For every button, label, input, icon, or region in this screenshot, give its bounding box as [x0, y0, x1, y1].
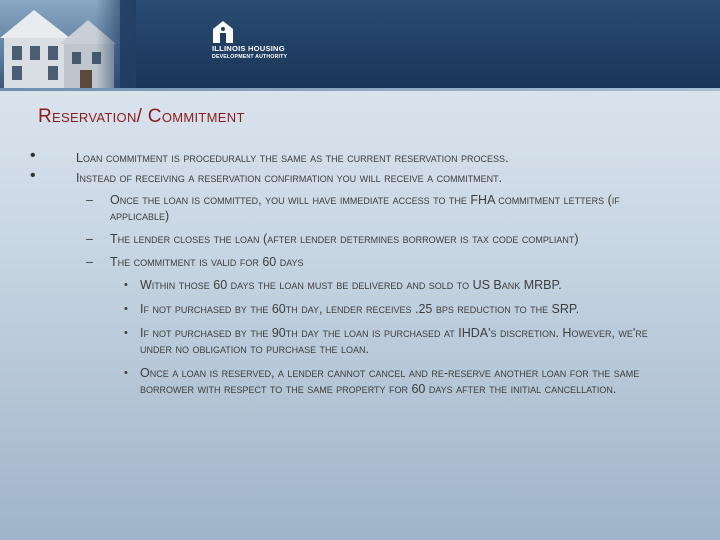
house-icon — [212, 20, 234, 44]
sub-bullet-text: The commitment is valid for 60 days — [110, 255, 304, 269]
sub-sub-bullet-text: Within those 60 days the loan must be delivered and sold to US Bank MRBP. — [140, 278, 562, 292]
sub-bullet-text: The lender closes the loan (after lender determines borrower is tax code compliant) — [110, 232, 579, 246]
sub-sub-bullet-item — [30, 365, 670, 397]
slide-body — [30, 147, 670, 405]
sub-sub-bullet-text: Once a loan is reserved, a lender cannot cancel and re-reserve another loan for the same borrower with respect to the same property for 60 days after the initial cancellation. — [140, 366, 640, 396]
dash-marker: – — [86, 255, 93, 269]
bullet-marker: • — [30, 147, 36, 164]
sub-sub-bullet-item — [30, 277, 670, 293]
dot-marker: • — [124, 303, 128, 315]
bullet-text: Instead of receiving a reservation confirmation you will receive a commitment. — [76, 171, 503, 185]
dot-marker: • — [124, 279, 128, 291]
header-banner — [0, 0, 720, 88]
sub-bullet-text: Once the loan is committed, you will have immediate access to the FHA commitment letters (if applicable) — [110, 193, 620, 223]
dot-marker: • — [124, 367, 128, 379]
dash-marker: – — [86, 232, 93, 246]
bullet-text: Loan commitment is procedurally the same as the current reservation process. — [76, 151, 509, 165]
slide-title: Reservation/ Commitment — [38, 106, 245, 127]
dot-marker: • — [124, 327, 128, 339]
sub-bullet-item — [30, 192, 670, 224]
sub-bullet-item — [30, 231, 670, 247]
dash-marker: – — [86, 193, 93, 207]
logo-text-line1: ILLINOIS HOUSING — [212, 44, 285, 53]
header-rule — [0, 88, 720, 91]
sub-bullet-item — [30, 254, 670, 270]
logo-text-line2: DEVELOPMENT AUTHORITY — [212, 54, 288, 60]
sub-sub-bullet-text: If not purchased by the 60th day, lender receives .25 bps reduction to the SRP. — [140, 302, 580, 316]
ihda-logo — [212, 20, 308, 68]
sub-sub-bullet-item — [30, 325, 670, 357]
banner-fade — [96, 0, 136, 88]
sub-sub-bullet-text: If not purchased by the 90th day the loan is purchased at IHDA's discretion. However, we're under no obligation to purchase the loan. — [140, 326, 648, 356]
bullet-marker: • — [30, 167, 36, 184]
bullet-item — [30, 167, 670, 186]
sub-sub-bullet-item — [30, 301, 670, 317]
bullet-item — [30, 147, 670, 166]
